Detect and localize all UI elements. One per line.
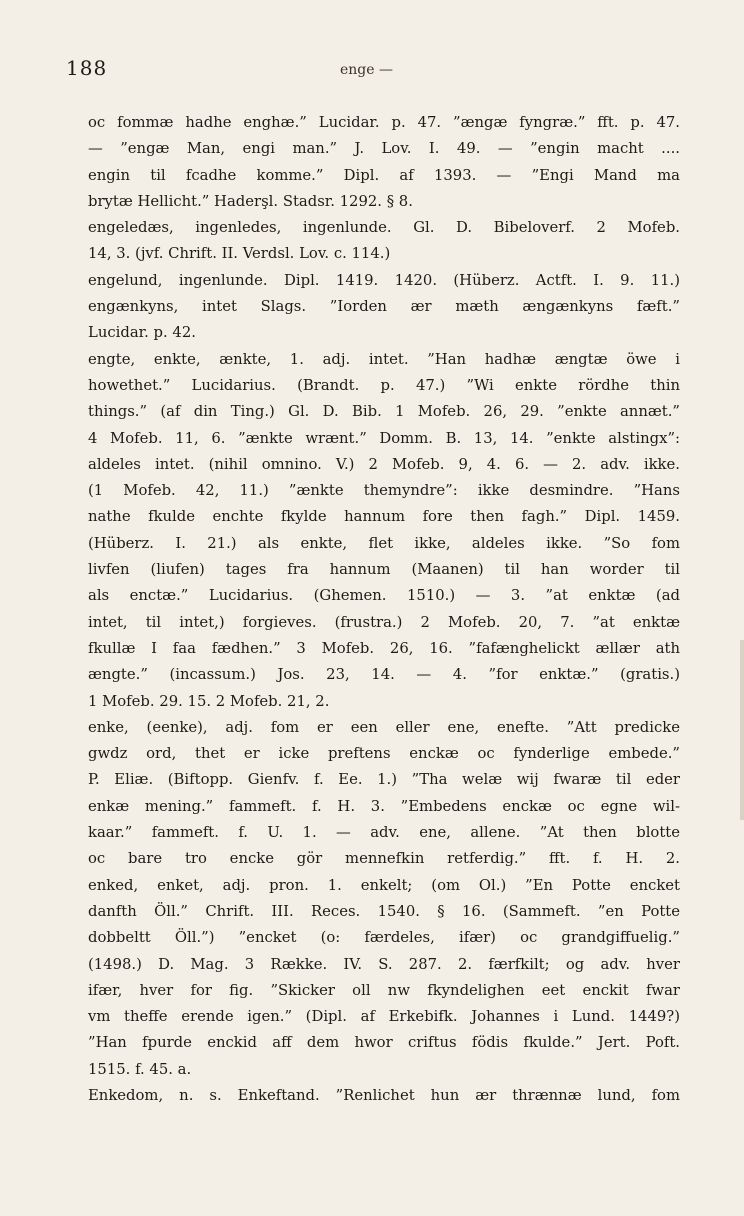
- text-line: als enctæ.” Lucidarius. (Ghemen. 1510.) — 3. ”at enktæ (ad: [88, 587, 680, 605]
- text-line: kaar.” fammeft. f. U. 1. — adv. ene, allene. ”At then blotte: [88, 824, 680, 842]
- page-number: 188: [66, 56, 108, 80]
- text-line: aldeles intet. (nihil omnino. V.) 2 Mofeb. 9, 4. 6. — 2. adv. ikke.: [88, 455, 680, 473]
- text-line: 1 Mofeb. 29. 15. 2 Mofeb. 21, 2.: [88, 692, 330, 710]
- text-line: ”Han fpurde enckid aff dem hwor criftus födis fkulde.” Jert. Poft.: [88, 1034, 680, 1052]
- text-line: — ”engæ Man, engi man.” J. Lov. I. 49. — ”engin macht ....: [88, 140, 680, 158]
- text-line: vm theffe erende igen.” (Dipl. af Erkebifk. Johannes i Lund. 1449?): [88, 1008, 680, 1026]
- text-line: intet, til intet,) forgieves. (frustra.) 2 Mofeb. 20, 7. ”at enktæ: [88, 613, 680, 631]
- text-line: engeledæs, ingenledes, ingenlunde. Gl. D. Bibeloverf. 2 Mofeb.: [88, 219, 680, 237]
- text-line: enkæ mening.” fammeft. f. H. 3. ”Embedens enckæ oc egne wil-: [88, 797, 680, 815]
- text-line: things.” (af din Ting.) Gl. D. Bib. 1 Mofeb. 26, 29. ”enkte annæt.”: [88, 403, 680, 421]
- text-line: engin til fcadhe komme.” Dipl. af 1393. — ”Engi Mand ma: [88, 166, 680, 184]
- running-head: enge —: [340, 62, 393, 78]
- text-line: oc fommæ hadhe enghæ.” Lucidar. p. 47. ”ængæ fyngræ.” fft. p. 47.: [88, 114, 680, 131]
- text-line: (1498.) D. Mag. 3 Række. IV. S. 287. 2. færfkilt; og adv. hver: [88, 955, 680, 973]
- text-line: nathe fkulde enchte fkylde hannum fore then fagh.” Dipl. 1459.: [88, 508, 680, 526]
- text-line: oc bare tro encke gör mennefkin retferdig.” fft. f. H. 2.: [88, 850, 680, 868]
- text-line: 14, 3. (jvf. Chrift. II. Verdsl. Lov. c. 114.): [88, 245, 391, 263]
- text-line: danfth Öll.” Chrift. III. Reces. 1540. § 16. (Sammeft. ”en Potte: [88, 902, 680, 920]
- text-line: howethet.” Lucidarius. (Brandt. p. 47.) ”Wi enkte rördhe thin: [88, 376, 680, 394]
- text-line: fkullæ I faa fædhen.” 3 Mofeb. 26, 16. ”fafænghelickt ællær ath: [88, 639, 680, 657]
- text-line: ifær, hver for fig. ”Skicker oll nw fkyndelighen eet enckit fwar: [88, 981, 680, 999]
- page-edge-shadow: [740, 640, 744, 820]
- dictionary-text-block: [88, 110, 680, 1109]
- text-line: 4 Mofeb. 11, 6. ”ænkte wrænt.” Domm. B. 13, 14. ”enkte alstingx”:: [88, 429, 680, 447]
- text-line: (1 Mofeb. 42, 11.) ”ænkte themyndre”: ikke desmindre. ”Hans: [88, 482, 680, 500]
- text-line: Enkedom, n. s. Enkeftand. ”Renlichet hun ær thrænnæ lund, fom: [88, 1086, 680, 1104]
- text-line: 1515. f. 45. a.: [88, 1060, 192, 1078]
- text-line: (Hüberz. I. 21.) als enkte, flet ikke, aldeles ikke. ”So fom: [88, 534, 680, 552]
- text-line: engænkyns, intet Slags. ”Iorden ær mæth ængænkyns fæft.”: [88, 298, 680, 316]
- text-line: dobbeltt Öll.”) ”encket (o: færdeles, ifær) oc grandgiffuelig.”: [88, 929, 680, 947]
- text-line: ængte.” (incassum.) Jos. 23, 14. — 4. ”for enktæ.” (gratis.): [88, 666, 680, 684]
- text-line: Lucidar. p. 42.: [88, 324, 196, 342]
- text-line: engte, enkte, ænkte, 1. adj. intet. ”Han hadhæ ængtæ öwe i: [88, 350, 680, 368]
- text-line: livfen (liufen) tages fra hannum (Maanen) til han worder til: [88, 561, 680, 579]
- text-line: enke, (eenke), adj. fom er een eller ene, enefte. ”Att predicke: [88, 718, 680, 736]
- text-line: engelund, ingenlunde. Dipl. 1419. 1420. (Hüberz. Actft. I. 9. 11.): [88, 271, 680, 289]
- text-line: P. Eliæ. (Biftopp. Gienfv. f. Ee. 1.) ”Tha welæ wij fwaræ til eder: [88, 771, 680, 789]
- text-line: brytæ Hellicht.” Haderşl. Stadsr. 1292. § 8.: [88, 192, 413, 210]
- text-line: gwdz ord, thet er icke preftens enckæ oc fynderlige embede.”: [88, 745, 680, 763]
- text-line: enked, enket, adj. pron. 1. enkelt; (om Ol.) ”En Potte encket: [88, 876, 680, 894]
